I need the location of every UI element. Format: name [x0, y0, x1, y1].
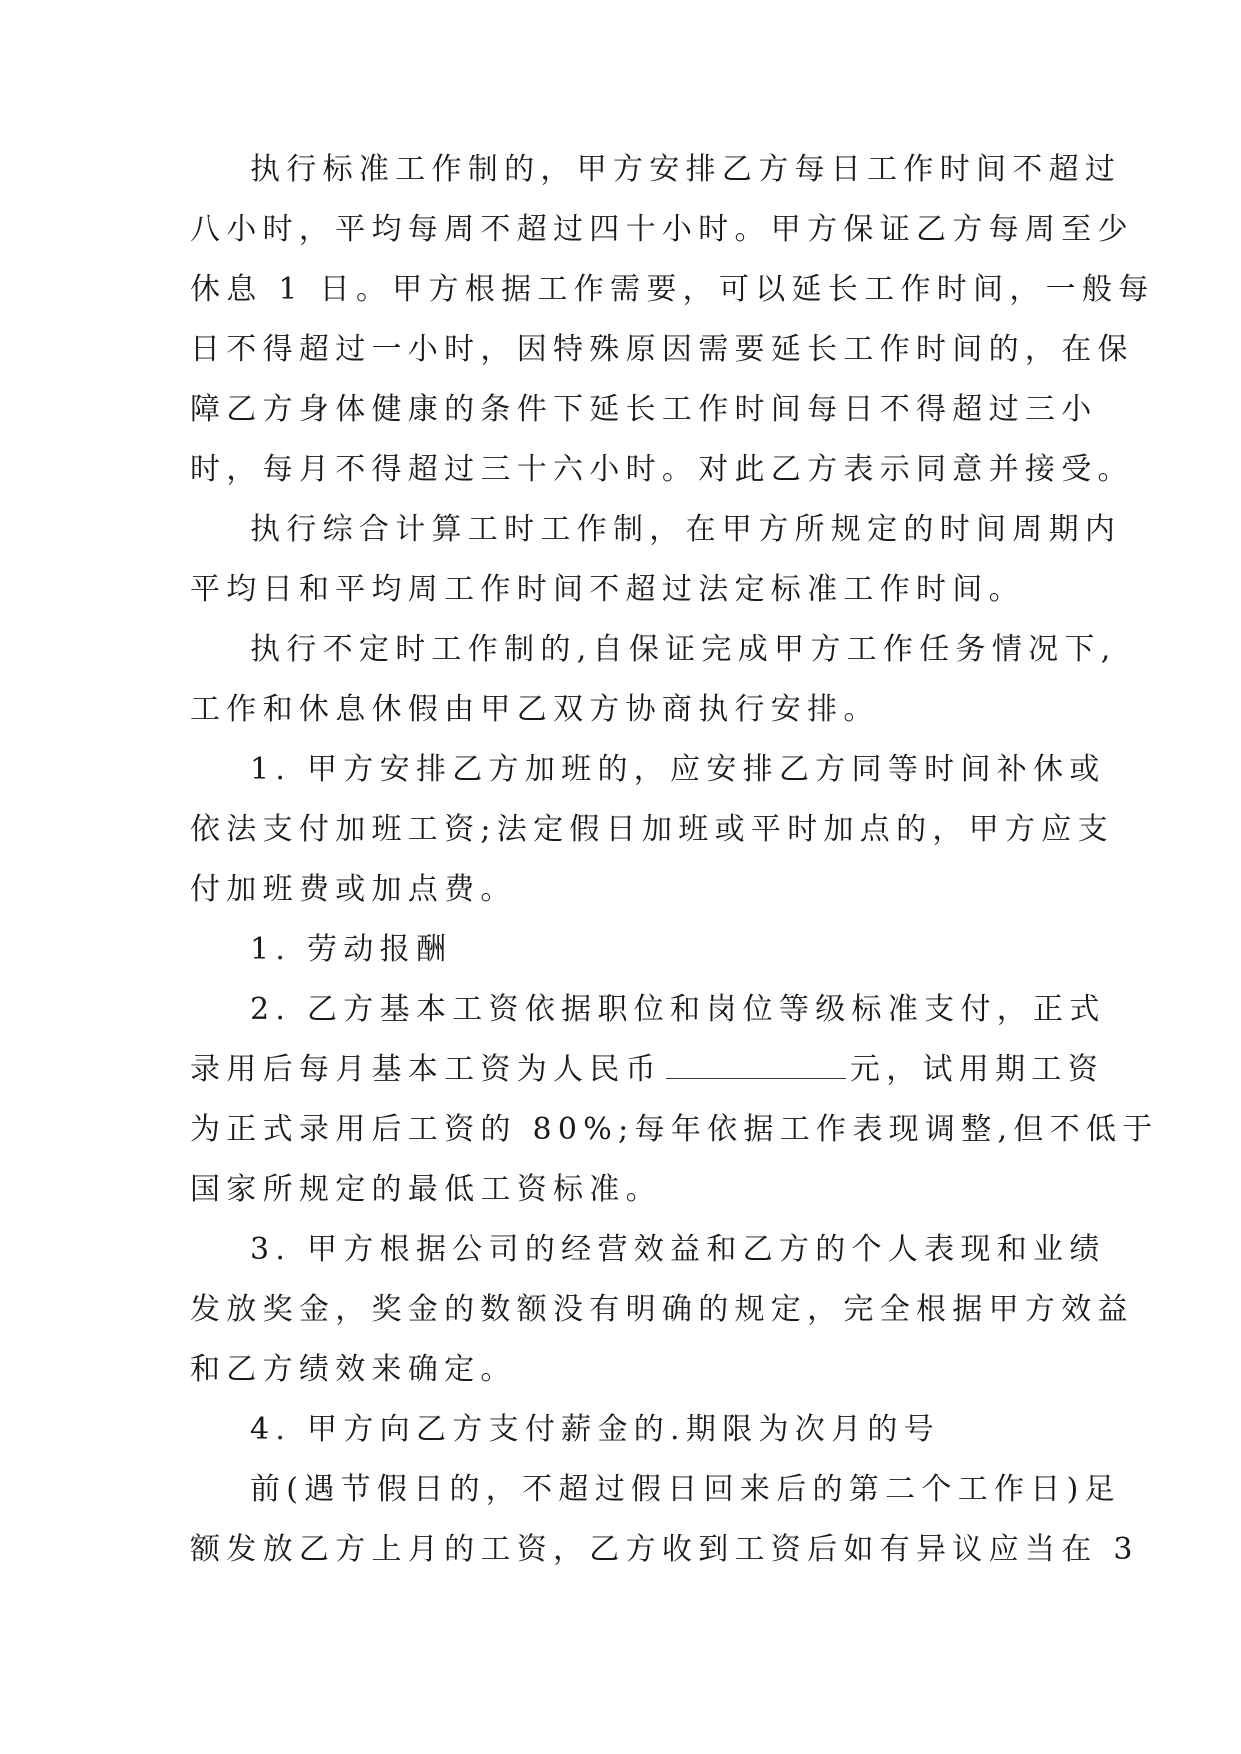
- section-heading-remuneration: [190, 920, 1050, 980]
- blank-line-prefix: 录用后每月基本工资为人民币: [190, 1052, 662, 1087]
- text-line: 2. 乙方基本工资依据职位和岗位等级标准支付，正式: [250, 992, 1106, 1027]
- text-line: 八小时，平均每周不超过四十小时。甲方保证乙方每周至少: [190, 212, 1134, 247]
- paragraph-comprehensive-hours: [190, 500, 1122, 620]
- text-line-with-blank: [190, 1040, 1105, 1100]
- text-line: 1. 甲方安排乙方加班的，应安排乙方同等时间补休或: [250, 752, 1106, 787]
- text-line: 日不得超过一小时，因特殊原因需要延长工作时间的，在保: [190, 332, 1134, 367]
- text-line: 付加班费或加点费。: [190, 872, 517, 907]
- text-line: 前(遇节假日的，不超过假日回来后的第二个工作日)足: [250, 1472, 1121, 1507]
- paragraph-payment-details: [190, 1460, 1139, 1580]
- paragraph-flexible-hours: [190, 620, 1117, 740]
- text-line: 执行标准工作制的，甲方安排乙方每日工作时间不超过: [250, 152, 1122, 187]
- text-line: 和乙方绩效来确定。: [190, 1352, 517, 1387]
- text-line: 执行不定时工作制的,自保证完成甲方工作任务情况下,: [250, 632, 1117, 667]
- salary-blank-field[interactable]: [666, 1056, 846, 1079]
- text-line: 工作和休息休假由甲乙双方协商执行安排。: [190, 692, 880, 727]
- text-line: 障乙方身体健康的条件下延长工作时间每日不得超过三小: [190, 392, 1098, 427]
- paragraph-bonus: [190, 1220, 1134, 1400]
- text-line: 时，每月不得超过三十六小时。对此乙方表示同意并接受。: [190, 452, 1134, 487]
- paragraph-base-salary: [190, 980, 1159, 1220]
- text-line: 平均日和平均周工作时间不超过法定标准工作时间。: [190, 572, 1025, 607]
- text-line: 国家所规定的最低工资标准。: [190, 1172, 662, 1207]
- paragraph-overtime: [190, 740, 1114, 920]
- paragraph-standard-hours: [190, 140, 1155, 500]
- text-line: 执行综合计算工时工作制，在甲方所规定的时间周期内: [250, 512, 1122, 547]
- blank-line-suffix: 元，试用期工资: [849, 1052, 1105, 1087]
- paragraph-payment-deadline: [190, 1400, 1050, 1460]
- text-line: 依法支付加班工资;法定假日加班或平时加点的，甲方应支: [190, 812, 1114, 847]
- text-line: 为正式录用后工资的 80%;每年依据工作表现调整,但不低于: [190, 1112, 1159, 1147]
- text-line: 休息 1 日。甲方根据工作需要，可以延长工作时间，一般每: [190, 272, 1155, 307]
- text-line: 3. 甲方根据公司的经营效益和乙方的个人表现和业绩: [250, 1232, 1106, 1267]
- section-heading: 1. 劳动报酬: [250, 932, 453, 967]
- text-line: 发放奖金，奖金的数额没有明确的规定，完全根据甲方效益: [190, 1292, 1134, 1327]
- text-line: 4. 甲方向乙方支付薪金的.期限为次月的号: [250, 1412, 940, 1447]
- text-line: 额发放乙方上月的工资，乙方收到工资后如有异议应当在 3: [190, 1532, 1139, 1567]
